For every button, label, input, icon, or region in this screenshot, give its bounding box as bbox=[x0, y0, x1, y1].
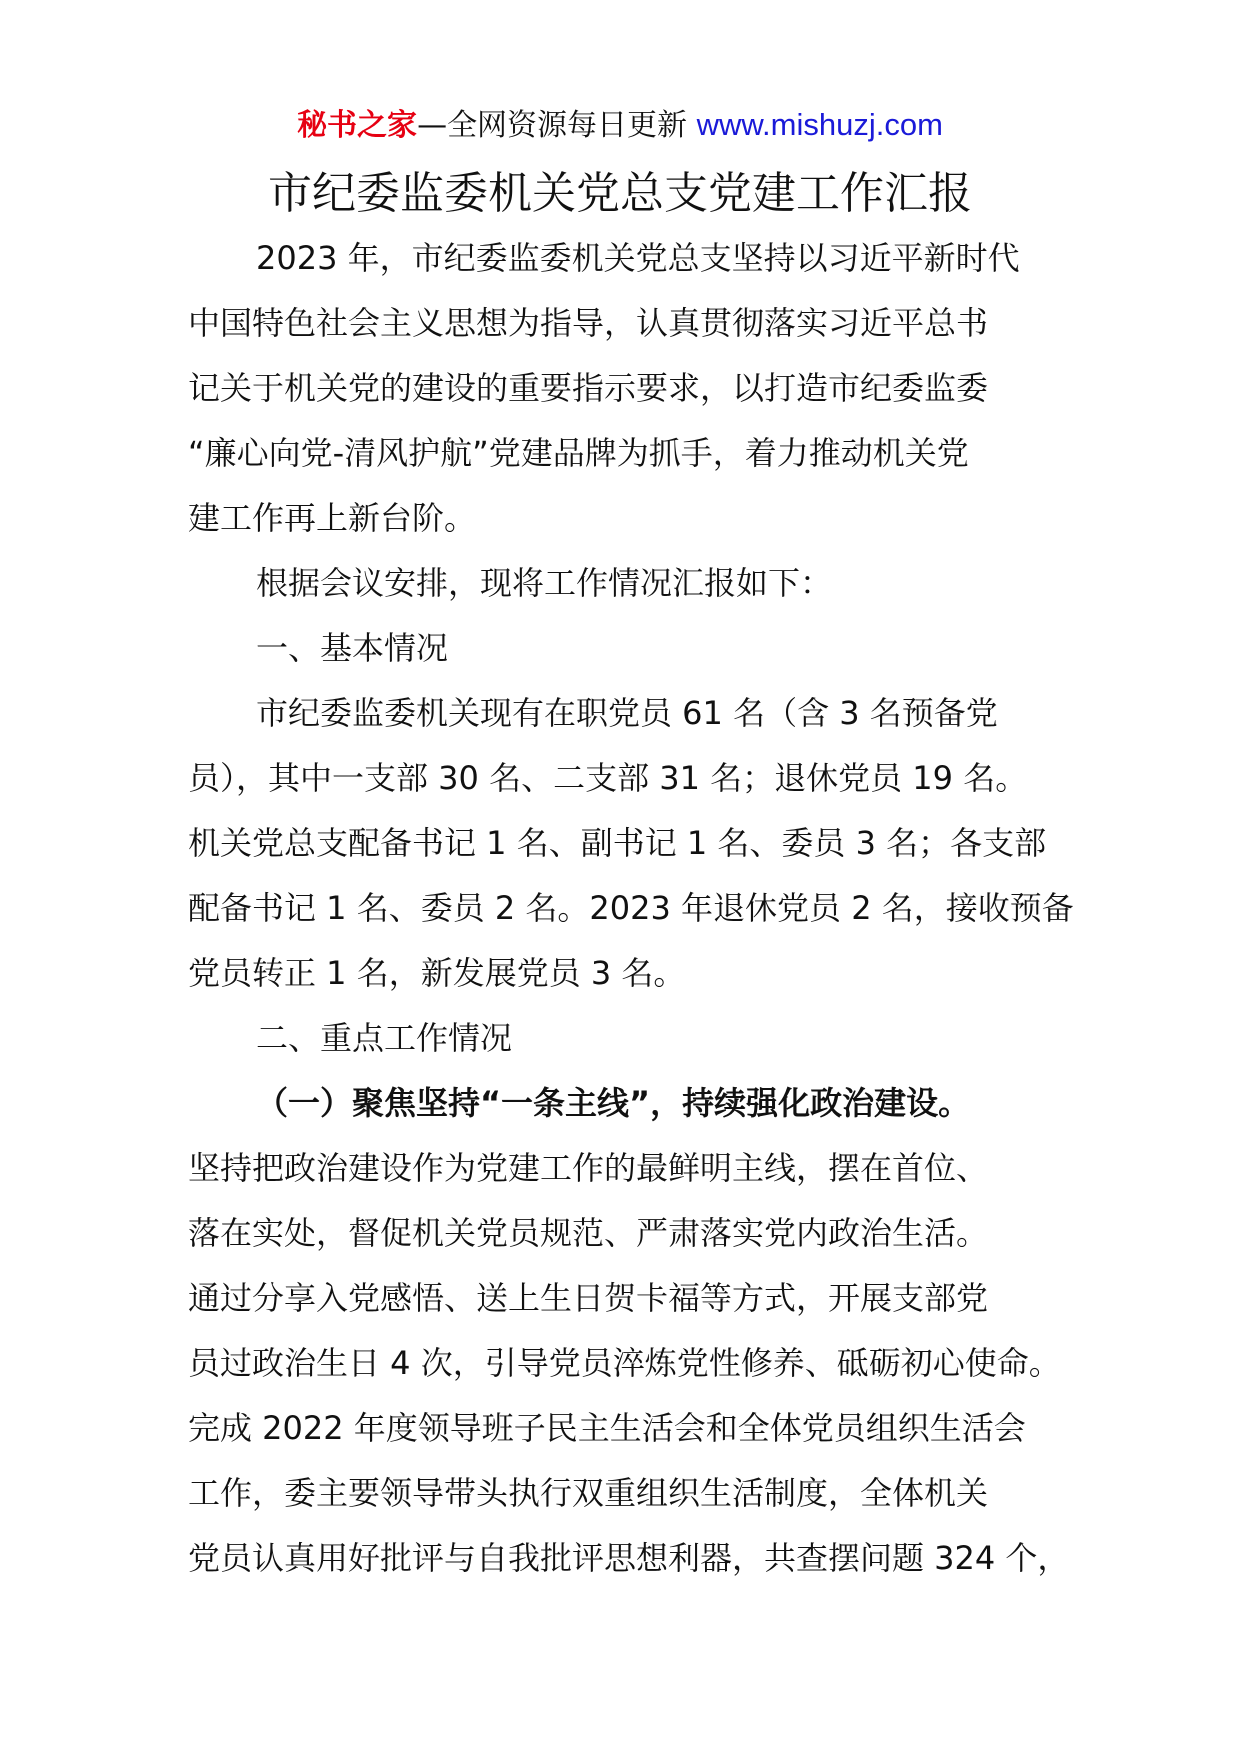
paragraph-line: 党员转正 1 名，新发展党员 3 名。 bbox=[188, 954, 686, 992]
brand-name: 秘书之家 bbox=[297, 108, 418, 143]
paragraph-line: 机关党总支配备书记 1 名、副书记 1 名、委员 3 名；各支部 bbox=[188, 824, 1047, 862]
section-heading: 一、基本情况 bbox=[256, 629, 449, 667]
page-header bbox=[0, 104, 1240, 147]
document-title: 市纪委监委机关党总支党建工作汇报 bbox=[268, 168, 972, 219]
document-body bbox=[188, 226, 1074, 1591]
paragraph-line: 党员认真用好批评与自我批评思想利器，共查摆问题 324 个， bbox=[188, 1539, 1070, 1577]
paragraph-line: 坚持把政治建设作为党建工作的最鲜明主线，摆在首位、 bbox=[188, 1149, 989, 1187]
website-link[interactable]: www.mishuzj.com bbox=[696, 107, 943, 142]
header-slogan: —全网资源每日更新 bbox=[417, 108, 697, 143]
paragraph-line: 2023 年，市纪委监委机关党总支坚持以习近平新时代 bbox=[256, 239, 1020, 277]
paragraph-line: 落在实处，督促机关党员规范、严肃落实党内政治生活。 bbox=[188, 1214, 989, 1252]
paragraph-line: 根据会议安排，现将工作情况汇报如下： bbox=[256, 564, 833, 602]
paragraph-line: 完成 2022 年度领导班子民主生活会和全体党员组织生活会 bbox=[188, 1409, 1026, 1447]
paragraph-line: 配备书记 1 名、委员 2 名。2023 年退休党员 2 名，接收预备 bbox=[188, 889, 1074, 927]
paragraph-line: “廉心向党-清风护航”党建品牌为抓手，着力推动机关党 bbox=[188, 434, 969, 472]
paragraph-line: 通过分享入党感悟、送上生日贺卡福等方式，开展支部党 bbox=[188, 1279, 989, 1317]
paragraph-line: 建工作再上新台阶。 bbox=[188, 499, 477, 537]
paragraph-line: 工作，委主要领导带头执行双重组织生活制度，全体机关 bbox=[188, 1474, 989, 1512]
paragraph-line: 员过政治生日 4 次，引导党员淬炼党性修养、砥砺初心使命。 bbox=[188, 1344, 1061, 1382]
paragraph-line: 记关于机关党的建设的重要指示要求，以打造市纪委监委 bbox=[188, 369, 989, 407]
paragraph-line: 员），其中一支部 30 名、二支部 31 名；退休党员 19 名。 bbox=[188, 759, 1028, 797]
section-heading: 二、重点工作情况 bbox=[256, 1019, 513, 1057]
paragraph-line: 中国特色社会主义思想为指导，认真贯彻落实习近平总书 bbox=[188, 304, 989, 342]
subsection-heading: （一）聚焦坚持“一条主线”，持续强化政治建设。 bbox=[256, 1084, 971, 1122]
paragraph-line: 市纪委监委机关现有在职党员 61 名（含 3 名预备党 bbox=[256, 694, 998, 732]
